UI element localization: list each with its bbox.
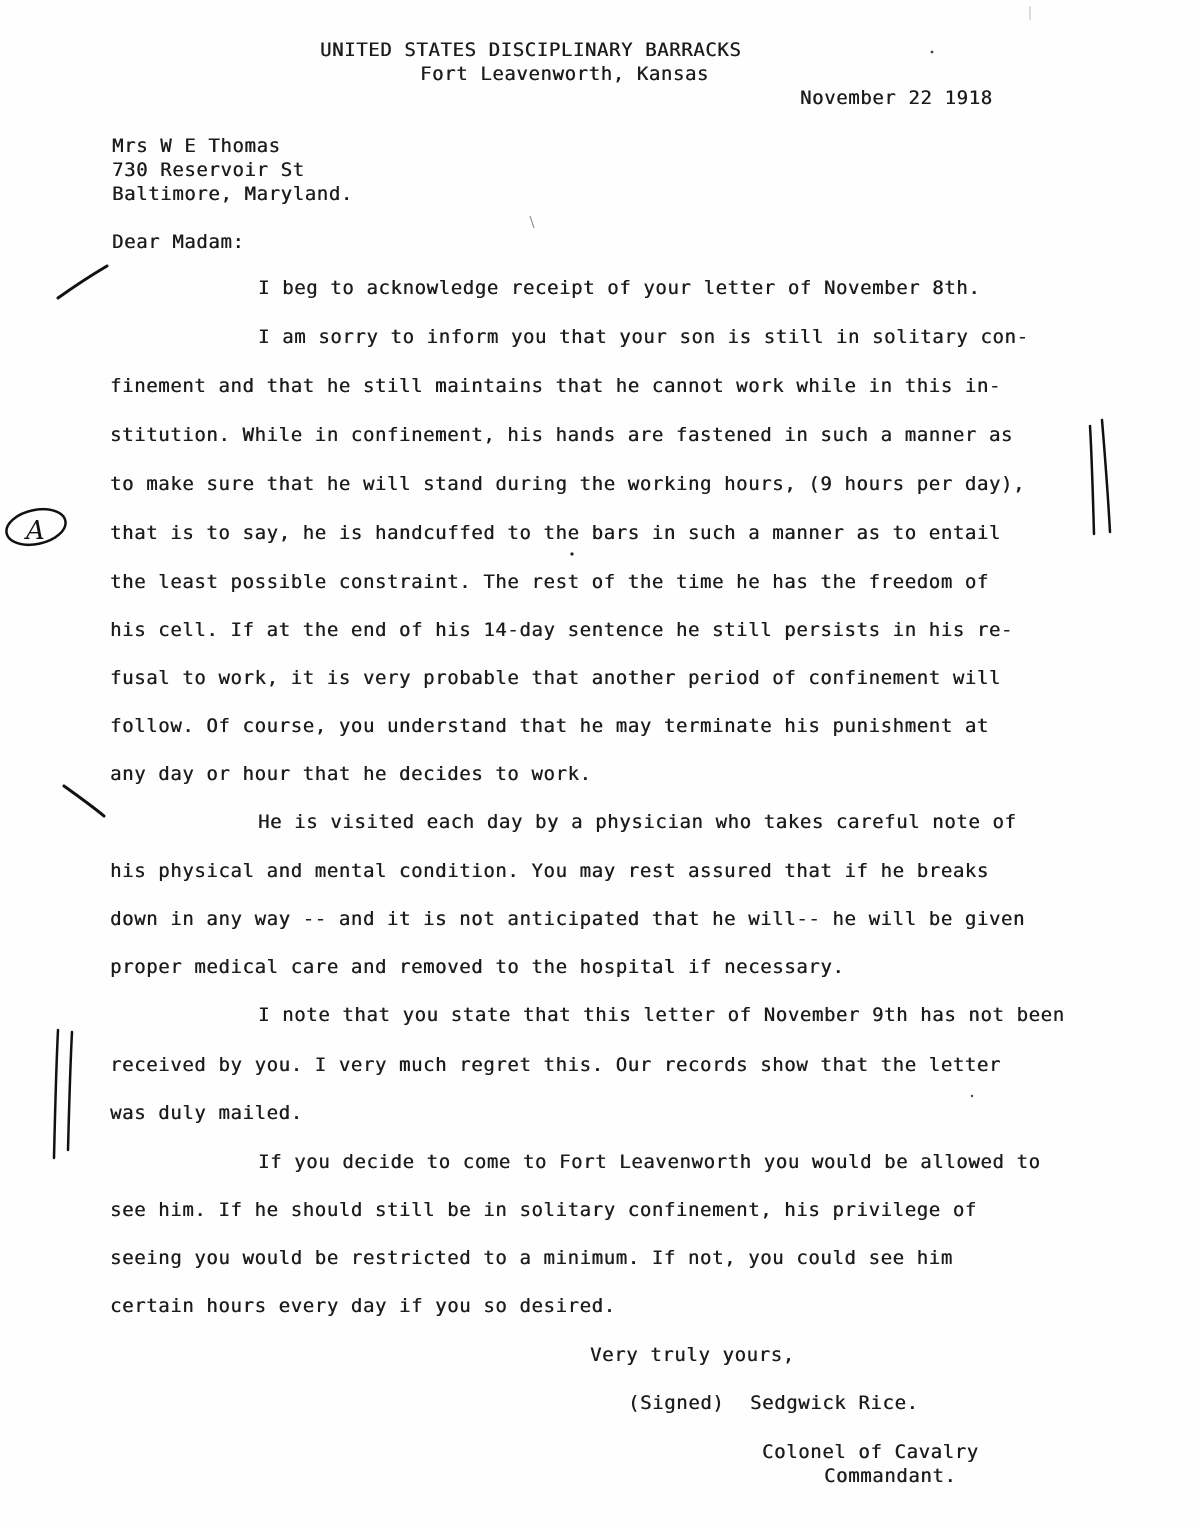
salutation: Dear Madam:: [112, 231, 245, 253]
body-line: I beg to acknowledge receipt of your letter of November 8th.: [258, 277, 981, 299]
body-line: stitution. While in confinement, his hands are fastened in such a manner as: [110, 424, 1013, 446]
margin-slash-mark: [58, 266, 107, 298]
body-line: his cell. If at the end of his 14-day sentence he still persists in his re-: [110, 619, 1013, 641]
body-line: seeing you would be restricted to a minimum. If not, you could see him: [110, 1247, 953, 1269]
body-line: He is visited each day by a physician who takes careful note of: [258, 811, 1017, 833]
right-margin-double-bar: [1090, 420, 1110, 534]
body-line: any day or hour that he decides to work.: [110, 763, 592, 785]
left-margin-double-bar: [54, 1030, 72, 1158]
body-line: down in any way -- and it is not anticipated that he will-- he will be given: [110, 908, 1025, 930]
circled-letter-mark: [3, 504, 69, 550]
body-line: the least possible constraint. The rest of the time he has the freedom of: [110, 571, 989, 593]
recipient-street: 730 Reservoir St: [112, 159, 305, 181]
circled-letter-text: A: [26, 516, 46, 546]
body-line: that is to say, he is handcuffed to the bars in such a manner as to entail: [110, 522, 1001, 544]
letterhead-line-2: Fort Leavenworth, Kansas: [420, 63, 709, 85]
recipient-name: Mrs W E Thomas: [112, 135, 281, 157]
body-line: received by you. I very much regret this. Our records show that the letter: [110, 1054, 1001, 1076]
body-line: follow. Of course, you understand that he may terminate his punishment at: [110, 715, 989, 737]
signed-label: (Signed): [628, 1392, 725, 1414]
body-line: I note that you state that this letter of November 9th has not been: [258, 1004, 1065, 1026]
body-line: If you decide to come to Fort Leavenworth you would be allowed to: [258, 1151, 1041, 1173]
body-line: fusal to work, it is very probable that another period of confinement will: [110, 667, 1001, 689]
margin-tick-mark: [64, 786, 104, 816]
body-line: to make sure that he will stand during the working hours, (9 hours per day),: [110, 473, 1025, 495]
body-line: his physical and mental condition. You may rest assured that if he breaks: [110, 860, 989, 882]
recipient-city: Baltimore, Maryland.: [112, 183, 353, 205]
body-line: certain hours every day if you so desired.: [110, 1295, 616, 1317]
body-line: proper medical care and removed to the hospital if necessary.: [110, 956, 845, 978]
signer-name: Sedgwick Rice.: [750, 1392, 919, 1414]
signer-title: Colonel of Cavalry: [762, 1441, 979, 1463]
letter-date: November 22 1918: [800, 87, 993, 109]
signer-role: Commandant.: [824, 1465, 957, 1487]
closing: Very truly yours,: [590, 1344, 795, 1366]
letterhead-line-1: UNITED STATES DISCIPLINARY BARRACKS: [320, 39, 742, 61]
body-line: see him. If he should still be in solitary confinement, his privilege of: [110, 1199, 977, 1221]
body-line: I am sorry to inform you that your son is still in solitary con-: [258, 326, 1029, 348]
body-line: was duly mailed.: [110, 1102, 303, 1124]
body-line: finement and that he still maintains that he cannot work while in this in-: [110, 375, 1001, 397]
